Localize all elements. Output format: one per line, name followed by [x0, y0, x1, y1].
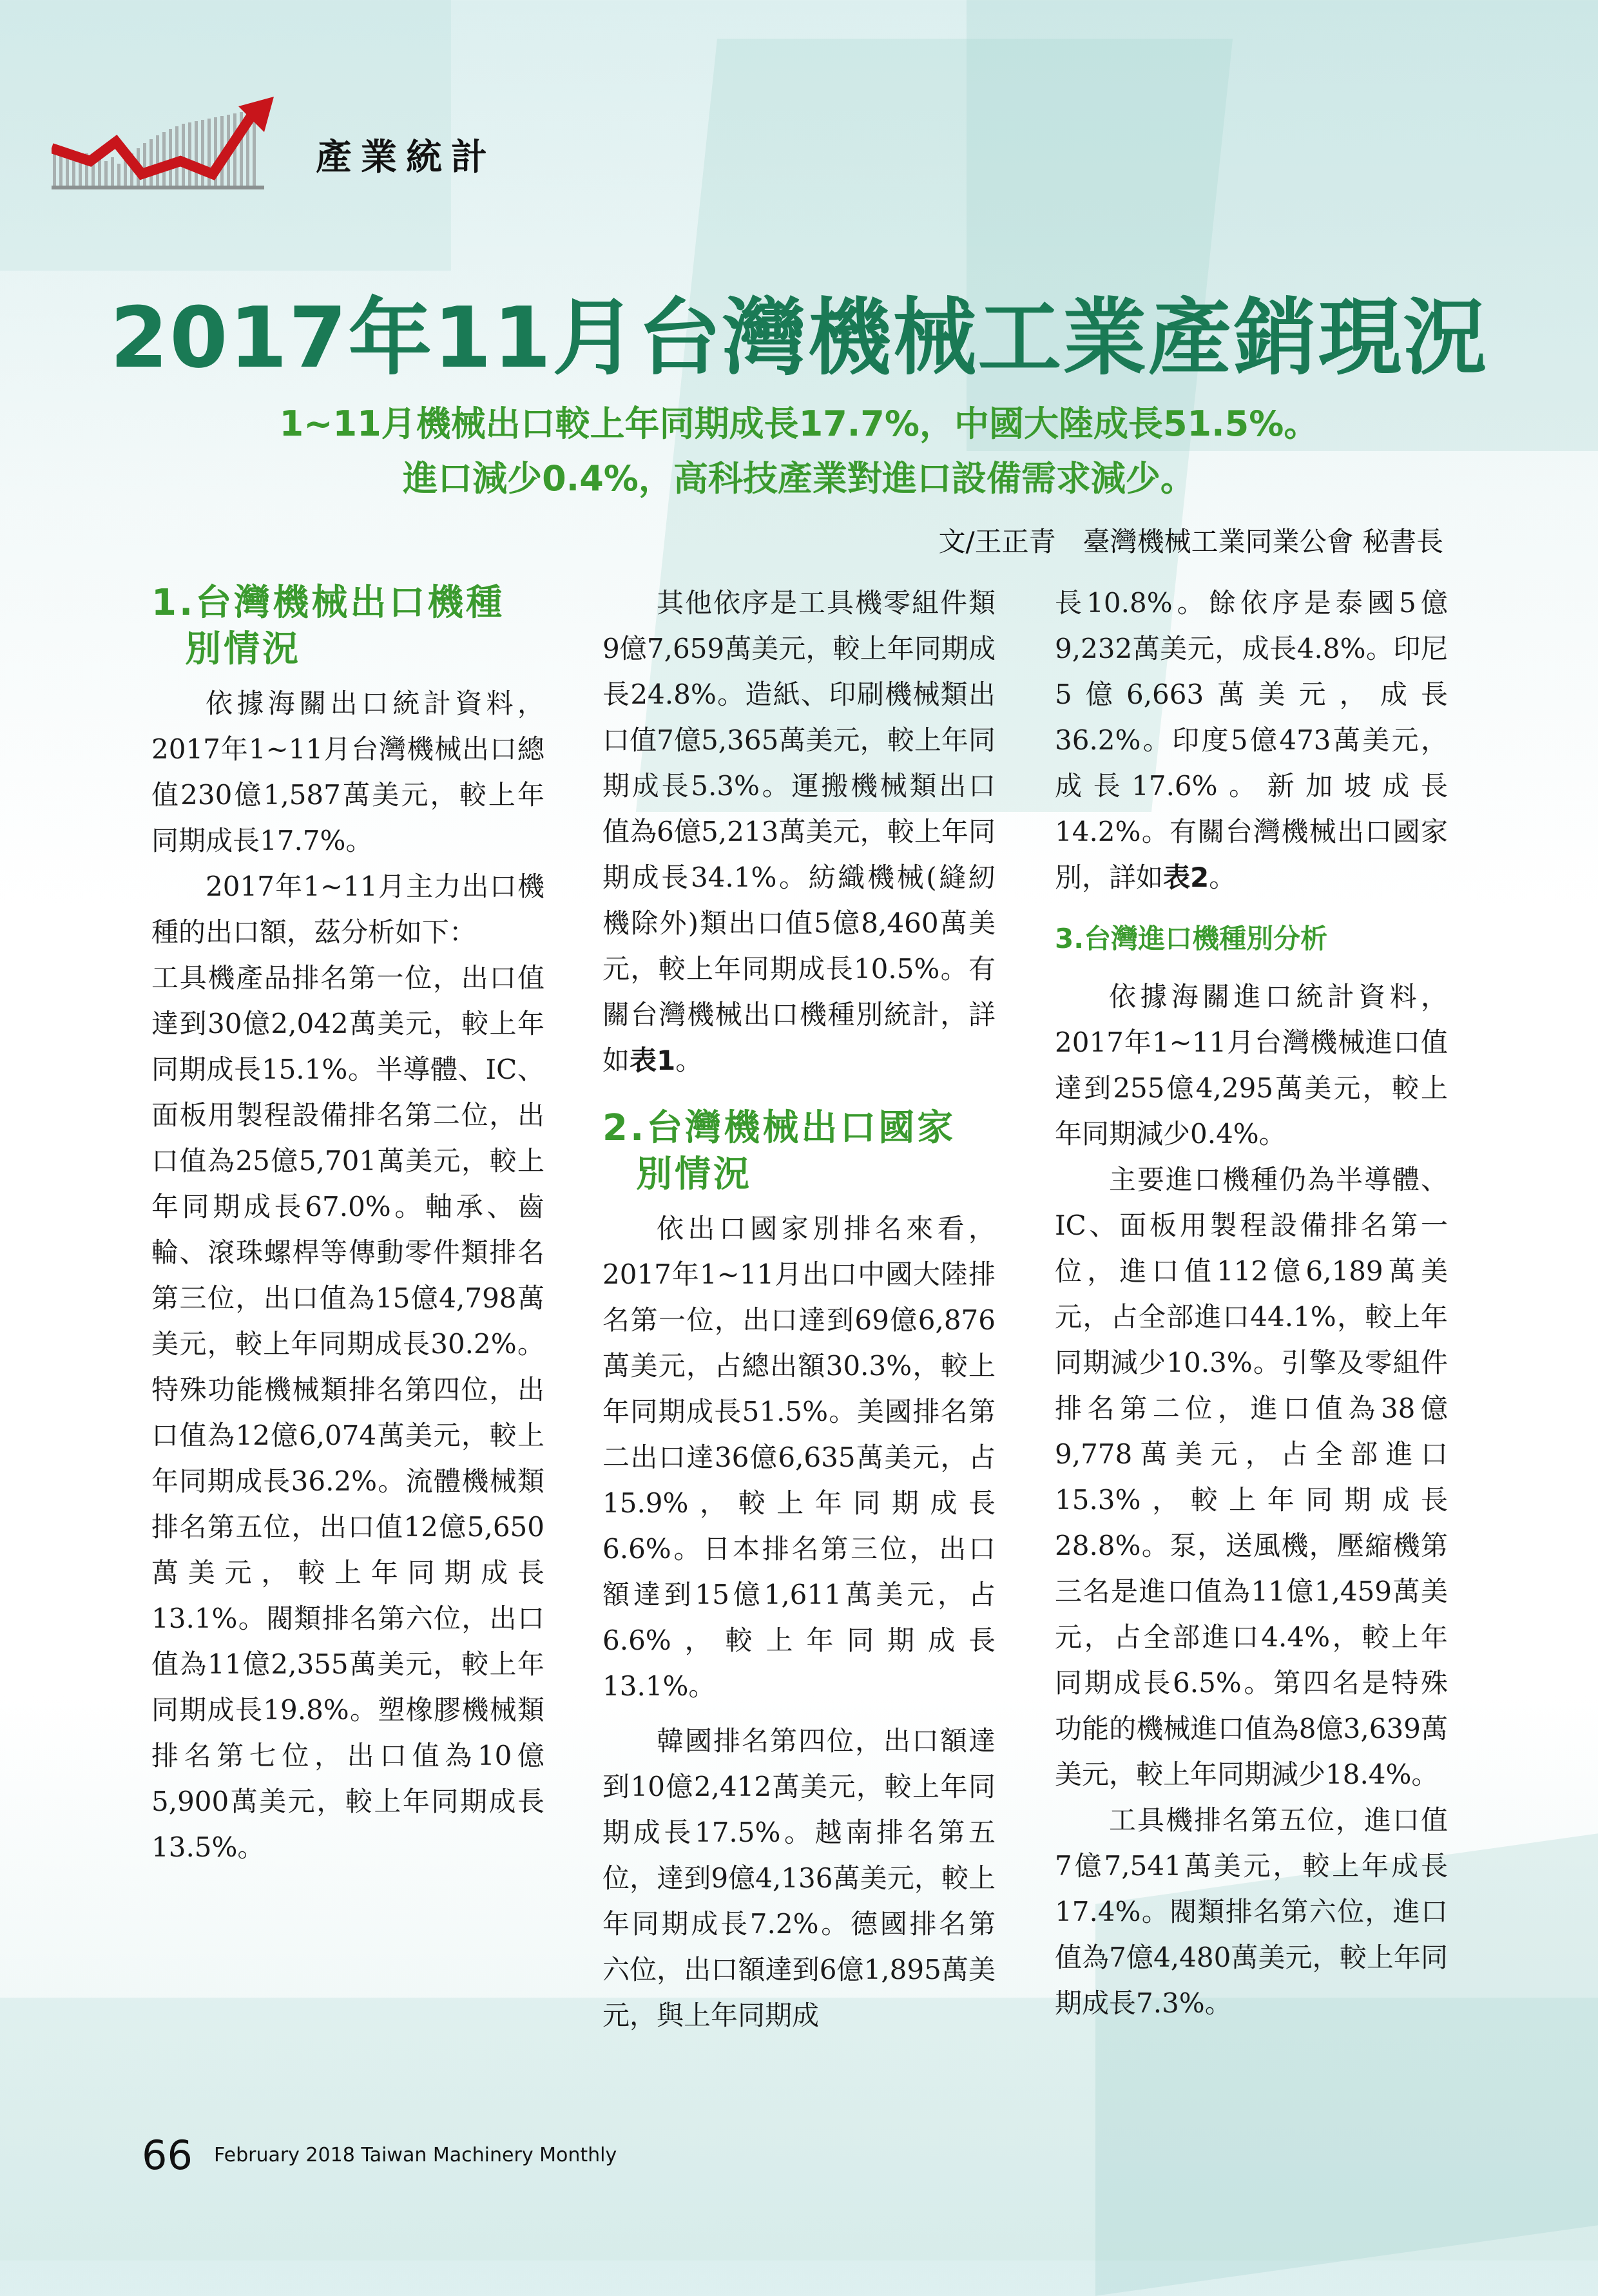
paragraph: 依據海關出口統計資料，2017年1~11月台灣機械出口總值230億1,587萬美元，較上年同期成長17.7%。	[151, 688, 544, 856]
paragraph: 工具機排名第五位，進口值7億7,541萬美元，較上年成長17.4%。閥類排名第六位，進口值為7億4,480萬美元，較上年同期成長7.3%。	[1055, 1804, 1448, 2019]
text-column-1	[151, 580, 544, 1870]
article-subtitle: 進口減少0.4%，高科技產業對進口設備需求減少。	[403, 458, 1195, 499]
section-heading-line: 別情況	[636, 1153, 752, 1195]
table-reference-link[interactable]: 表1	[630, 1045, 676, 1076]
section-heading-line: 1.台灣機械出口機種	[151, 582, 505, 624]
paragraph: 韓國排名第四位，出口額達到10億2,412萬美元，較上年同期成長17.5%。越南排名第五位，達到9億4,136萬美元，較上年同期成長7.2%。德國排名第六位，出口額達到6億1,895萬美元，與上年同期成	[602, 1725, 996, 2031]
publication-name: February 2018 Taiwan Machinery Monthly	[214, 2144, 617, 2166]
paragraph: 主要進口機種仍為半導體、IC、面板用製程設備排名第一位，進口值112億6,189萬美元，占全部進口44.1%，較上年同期減少10.3%。引擎及零組件排名第二位，進口值為38億9,778萬美元，占全部進口15.3%，較上年同期成長28.8%。泵，送風機，壓縮機第三名是進口值為11億1,459萬美元，占全部進口4.4%，較上年同期成長6.5%。第四名是特殊功能的機械進口值為8億3,639萬美元，較上年同期減少18.4%。	[1055, 1164, 1448, 1790]
trend-arrow-icon	[52, 97, 309, 200]
table-reference-link[interactable]: 表2	[1163, 862, 1209, 893]
section-label: 產業統計	[316, 136, 496, 178]
page-footer	[142, 2132, 617, 2179]
section-heading-line: 別情況	[185, 628, 301, 670]
paragraph: 依據海關進口統計資料，2017年1~11月台灣機械進口值達到255億4,295萬美元，較上年同期減少0.4%。	[1055, 981, 1448, 1150]
paragraph-text: 其他依序是工具機零組件類9億7,659萬美元，較上年同期成長24.8%。造紙、印刷機械類出口值7億5,365萬美元，較上年同期成長5.3%。運搬機械類出口值為6億5,213萬美元，較上年同期成長34.1%。紡織機械(縫紉機除外)類出口值5億8,460萬美元，較上年同期成長10.5%。有關台灣機械出口機種別統計，詳如	[602, 587, 996, 1076]
text-column-2	[602, 580, 996, 2038]
paragraph	[602, 580, 996, 1083]
section-heading-line: 2.台灣機械出口國家	[602, 1107, 956, 1149]
paragraph: 依出口國家別排名來看，2017年1~11月出口中國大陸排名第一位，出口達到69億6,876萬美元，占總出額30.3%，較上年同期成長51.5%。美國排名第二出口達36億6,635萬美元，占15.9%，較上年同期成長6.6%。日本排名第三位，出口額達到15億1,611萬美元，占6.6%，較上年同期成長13.1%。	[602, 1213, 996, 1702]
section-heading	[151, 580, 544, 673]
article-subtitle: 1~11月機械出口較上年同期成長17.7%，中國大陸成長51.5%。	[279, 403, 1319, 444]
paragraph: 2017年1~11月主力出口機種的出口額，茲分析如下：	[151, 871, 544, 948]
section-header	[52, 97, 567, 200]
paragraph-text: 。	[1209, 862, 1237, 893]
article-title: 2017年11月台灣機械工業產銷現況	[110, 289, 1488, 387]
paragraph: 工具機產品排名第一位，出口值達到30億2,042萬美元，較上年同期成長15.1%。半導體、IC、面板用製程設備排名第二位，出口值為25億5,701萬美元，較上年同期成長67.0%。軸承、齒輪、滾珠螺桿等傳動零件類排名第三位，出口值為15億4,798萬美元，較上年同期成長30.2%。特殊功能機械類排名第四位，出口值為12億6,074萬美元，較上年同期成長36.2%。流體機械類排名第五位，出口值12億5,650萬美元，較上年同期成長13.1%。閥類排名第六位，出口值為11億2,355萬美元，較上年同期成長19.8%。塑橡膠機械類排名第七位，出口值為10億5,900萬美元，較上年同期成長13.5%。	[151, 962, 544, 1863]
paragraph-text: 長10.8%。餘依序是泰國5億9,232萬美元，成長4.8%。印尼5億6,663萬美元，成長36.2%。印度5億473萬美元，成長17.6%。新加坡成長14.2%。有關台灣機械出口國家別，詳如	[1055, 587, 1448, 893]
paragraph	[1055, 580, 1448, 900]
section-heading: 3.台灣進口機種別分析	[1055, 923, 1328, 954]
text-column-3	[1055, 580, 1448, 2026]
section-heading	[602, 1105, 996, 1198]
paragraph-text: 。	[675, 1045, 703, 1076]
page-number: 66	[142, 2132, 193, 2179]
author-byline: 文/王正青 臺灣機械工業同業公會 秘書長	[938, 526, 1443, 557]
